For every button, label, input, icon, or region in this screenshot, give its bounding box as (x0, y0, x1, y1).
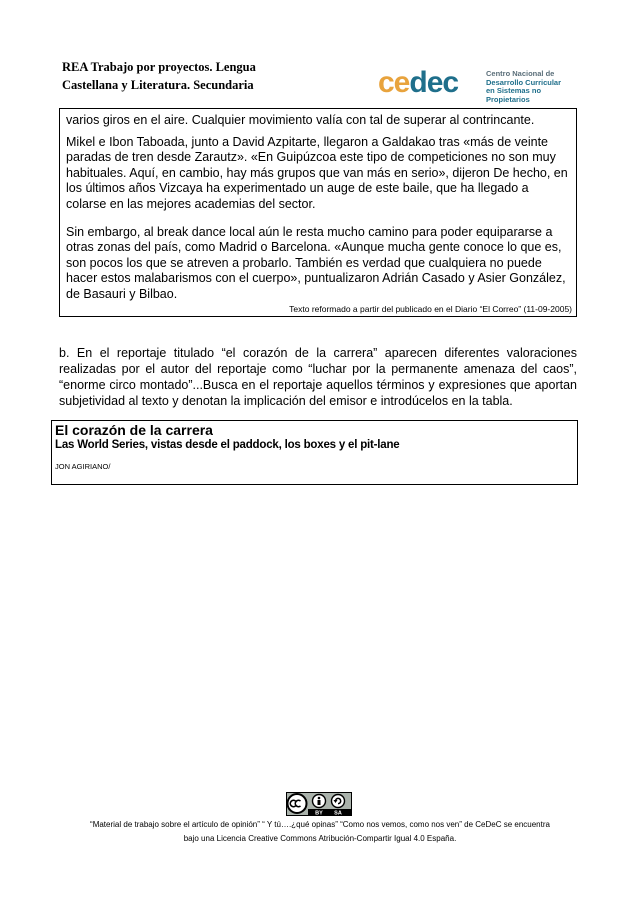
cc-sa-label: SA (334, 810, 342, 816)
article-title: El corazón de la carrera (55, 422, 213, 438)
reading-paragraph-1: varios giros en el aire. Cualquier movimiento valía con tal de superar al contrincante. (66, 113, 535, 127)
share-alike-icon (332, 795, 345, 808)
logo-line-1: Centro Nacional de (486, 69, 555, 78)
cc-by-sa-license-icon (286, 792, 352, 816)
exercise-question: b. En el reportaje titulado “el corazón de la carrera” aparecen diferentes valoraciones realizadas por el autor del reportaje como “luchar por la permanente amenaza del caos”, “enorme circo montado”...Busca en el reportaje aquellos términos y expresiones que aportan subjetividad al texto y denotan la implicación del emisor e introdúcelos en la tabla. (59, 346, 577, 408)
logo-word-ce: ce (378, 66, 410, 99)
person-body (318, 800, 321, 805)
text-source-citation: Texto reformado a partir del publicado en el Diario “El Correo” (11-09-2005) (289, 304, 572, 314)
cedec-logo-word (378, 66, 458, 100)
license-footer-line-1: “Material de trabajo sobre el artículo de opinión” “ Y tú….¿qué opinas” “Como nos vemos, como nos ven” de CeDeC se encuentra (90, 820, 550, 829)
license-footer-line-2: bajo una Licencia Creative Commons Atribución-Compartir Igual 4.0 España. (183, 834, 457, 843)
logo-line-3: en Sistemas no Propietarios (486, 86, 542, 104)
cedec-logo (378, 66, 578, 106)
reading-paragraph-2: Mikel e Ibon Taboada, junto a David Azpitarte, llegaron a Galdakao tras «más de veinte paradas de tren desde Zarautz». «En Guipúzcoa este tipo de competiciones no son muy habituales. Aquí, en cambio, hay más grupos que van más en serio», dijeron De hecho, en los últimos años Vizcaya ha experimentado un auge de este baile, que ha llegado a colarse en las mejores academias del sector. (66, 134, 568, 211)
cc-by-label: BY (315, 810, 323, 816)
logo-word-dec: dec (409, 66, 459, 99)
reading-paragraph-3: Sin embargo, al break dance local aún le resta mucho camino para poder equipararse a otras zonas del país, como Madrid o Barcelona. «Aunque mucha gente conoce lo que es, son pocos los que se atreven a probarlo. También es verdad que cualquiera no puede hacer estos malabarismos con el cuerpo», puntualizaron Adrián Casado y Asier González, de Basauri y Bilbao. (66, 224, 566, 301)
article-author: JON AGIRIANO/ (55, 462, 111, 471)
person-head (318, 797, 321, 800)
license-footer (62, 818, 578, 846)
article-subtitle: Las World Series, vistas desde el paddock, los boxes y el pit-lane (55, 439, 400, 451)
article-box (51, 420, 578, 485)
reading-text-box (59, 108, 577, 317)
logo-line-2: Desarrollo Curricular (486, 77, 562, 87)
cedec-logo-subtitle (486, 70, 586, 104)
document-header-title: REA Trabajo por proyectos. Lengua Castellana y Literatura. Secundaria (62, 60, 256, 92)
